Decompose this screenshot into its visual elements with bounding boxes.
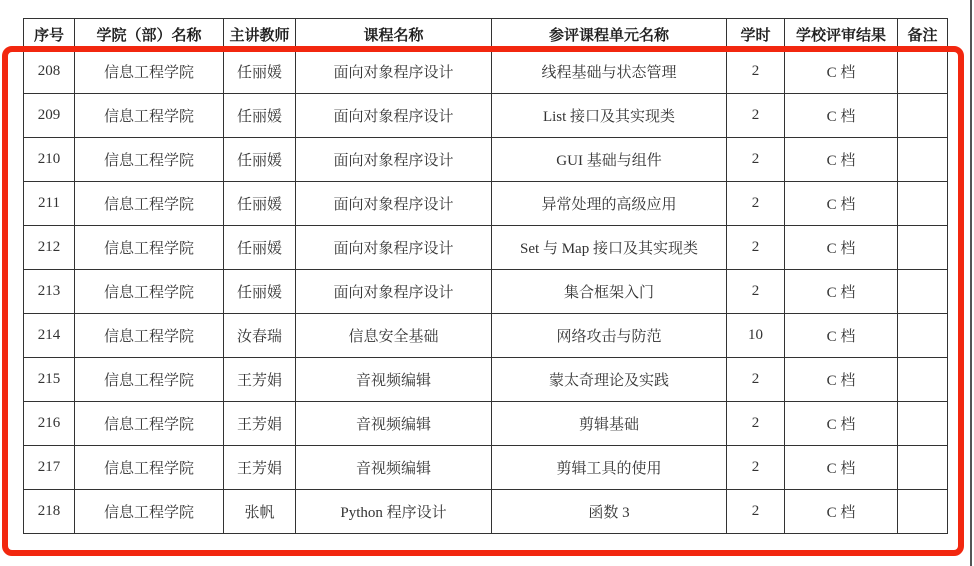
cell-unit: List 接口及其实现类 [492, 94, 727, 138]
col-header-remark: 备注 [898, 19, 948, 50]
course-review-table [23, 18, 948, 534]
cell-remark [898, 138, 948, 182]
cell-result: C 档 [785, 270, 898, 314]
cell-result: C 档 [785, 358, 898, 402]
cell-unit: Set 与 Map 接口及其实现类 [492, 226, 727, 270]
cell-college: 信息工程学院 [75, 314, 224, 358]
cell-course: 面向对象程序设计 [296, 226, 492, 270]
cell-hours: 2 [727, 50, 785, 94]
cell-remark [898, 358, 948, 402]
cell-college: 信息工程学院 [75, 50, 224, 94]
cell-result: C 档 [785, 314, 898, 358]
cell-remark [898, 226, 948, 270]
table-row [24, 490, 948, 534]
cell-hours: 2 [727, 490, 785, 534]
table-row [24, 94, 948, 138]
cell-unit: 集合框架入门 [492, 270, 727, 314]
cell-course: 音视频编辑 [296, 446, 492, 490]
cell-college: 信息工程学院 [75, 138, 224, 182]
cell-serial: 215 [24, 358, 75, 402]
cell-serial: 213 [24, 270, 75, 314]
cell-remark [898, 402, 948, 446]
cell-hours: 2 [727, 226, 785, 270]
cell-result: C 档 [785, 182, 898, 226]
cell-hours: 2 [727, 402, 785, 446]
cell-result: C 档 [785, 402, 898, 446]
cell-unit: 函数 3 [492, 490, 727, 534]
cell-result: C 档 [785, 50, 898, 94]
cell-result: C 档 [785, 490, 898, 534]
cell-teacher: 任丽媛 [224, 270, 296, 314]
cell-remark [898, 182, 948, 226]
cell-remark [898, 446, 948, 490]
cell-serial: 209 [24, 94, 75, 138]
col-header-course: 课程名称 [296, 19, 492, 50]
table-row [24, 50, 948, 94]
cell-teacher: 任丽媛 [224, 50, 296, 94]
cell-teacher: 张帆 [224, 490, 296, 534]
cell-serial: 218 [24, 490, 75, 534]
cell-serial: 208 [24, 50, 75, 94]
cell-result: C 档 [785, 226, 898, 270]
cell-course: 面向对象程序设计 [296, 138, 492, 182]
cell-hours: 2 [727, 270, 785, 314]
cell-hours: 2 [727, 182, 785, 226]
cell-teacher: 任丽媛 [224, 182, 296, 226]
table-row [24, 226, 948, 270]
cell-teacher: 任丽媛 [224, 94, 296, 138]
cell-serial: 214 [24, 314, 75, 358]
cell-course: 信息安全基础 [296, 314, 492, 358]
col-header-result: 学校评审结果 [785, 19, 898, 50]
cell-college: 信息工程学院 [75, 358, 224, 402]
cell-course: 面向对象程序设计 [296, 270, 492, 314]
cell-serial: 212 [24, 226, 75, 270]
page-right-edge-line [970, 0, 972, 566]
cell-college: 信息工程学院 [75, 270, 224, 314]
cell-hours: 10 [727, 314, 785, 358]
table-row [24, 314, 948, 358]
cell-course: 面向对象程序设计 [296, 182, 492, 226]
col-header-teacher: 主讲教师 [224, 19, 296, 50]
cell-serial: 210 [24, 138, 75, 182]
cell-remark [898, 50, 948, 94]
cell-hours: 2 [727, 358, 785, 402]
cell-serial: 217 [24, 446, 75, 490]
cell-course: 音视频编辑 [296, 402, 492, 446]
cell-serial: 216 [24, 402, 75, 446]
cell-result: C 档 [785, 94, 898, 138]
table-row [24, 358, 948, 402]
cell-course: 音视频编辑 [296, 358, 492, 402]
cell-hours: 2 [727, 94, 785, 138]
table-row [24, 446, 948, 490]
cell-result: C 档 [785, 446, 898, 490]
cell-remark [898, 490, 948, 534]
cell-teacher: 汝春瑞 [224, 314, 296, 358]
cell-college: 信息工程学院 [75, 226, 224, 270]
col-header-serial: 序号 [24, 19, 75, 50]
cell-college: 信息工程学院 [75, 94, 224, 138]
cell-teacher: 王芳娟 [224, 402, 296, 446]
cell-unit: 蒙太奇理论及实践 [492, 358, 727, 402]
col-header-unit: 参评课程单元名称 [492, 19, 727, 50]
cell-hours: 2 [727, 446, 785, 490]
table-row [24, 138, 948, 182]
col-header-college: 学院（部）名称 [75, 19, 224, 50]
table-row [24, 182, 948, 226]
cell-college: 信息工程学院 [75, 182, 224, 226]
cell-remark [898, 270, 948, 314]
cell-teacher: 王芳娟 [224, 358, 296, 402]
cell-unit: 剪辑工具的使用 [492, 446, 727, 490]
cell-course: 面向对象程序设计 [296, 94, 492, 138]
table-row [24, 270, 948, 314]
cell-result: C 档 [785, 138, 898, 182]
table-body [24, 50, 948, 534]
cell-unit: 网络攻击与防范 [492, 314, 727, 358]
cell-unit: 线程基础与状态管理 [492, 50, 727, 94]
cell-unit: GUI 基础与组件 [492, 138, 727, 182]
cell-hours: 2 [727, 138, 785, 182]
col-header-hours: 学时 [727, 19, 785, 50]
cell-unit: 异常处理的高级应用 [492, 182, 727, 226]
table-header-row [24, 19, 948, 50]
cell-course: Python 程序设计 [296, 490, 492, 534]
cell-serial: 211 [24, 182, 75, 226]
table-row [24, 402, 948, 446]
cell-college: 信息工程学院 [75, 490, 224, 534]
cell-remark [898, 94, 948, 138]
cell-unit: 剪辑基础 [492, 402, 727, 446]
cell-teacher: 王芳娟 [224, 446, 296, 490]
cell-college: 信息工程学院 [75, 402, 224, 446]
cell-teacher: 任丽媛 [224, 226, 296, 270]
cell-course: 面向对象程序设计 [296, 50, 492, 94]
cell-teacher: 任丽媛 [224, 138, 296, 182]
cell-college: 信息工程学院 [75, 446, 224, 490]
cell-remark [898, 314, 948, 358]
